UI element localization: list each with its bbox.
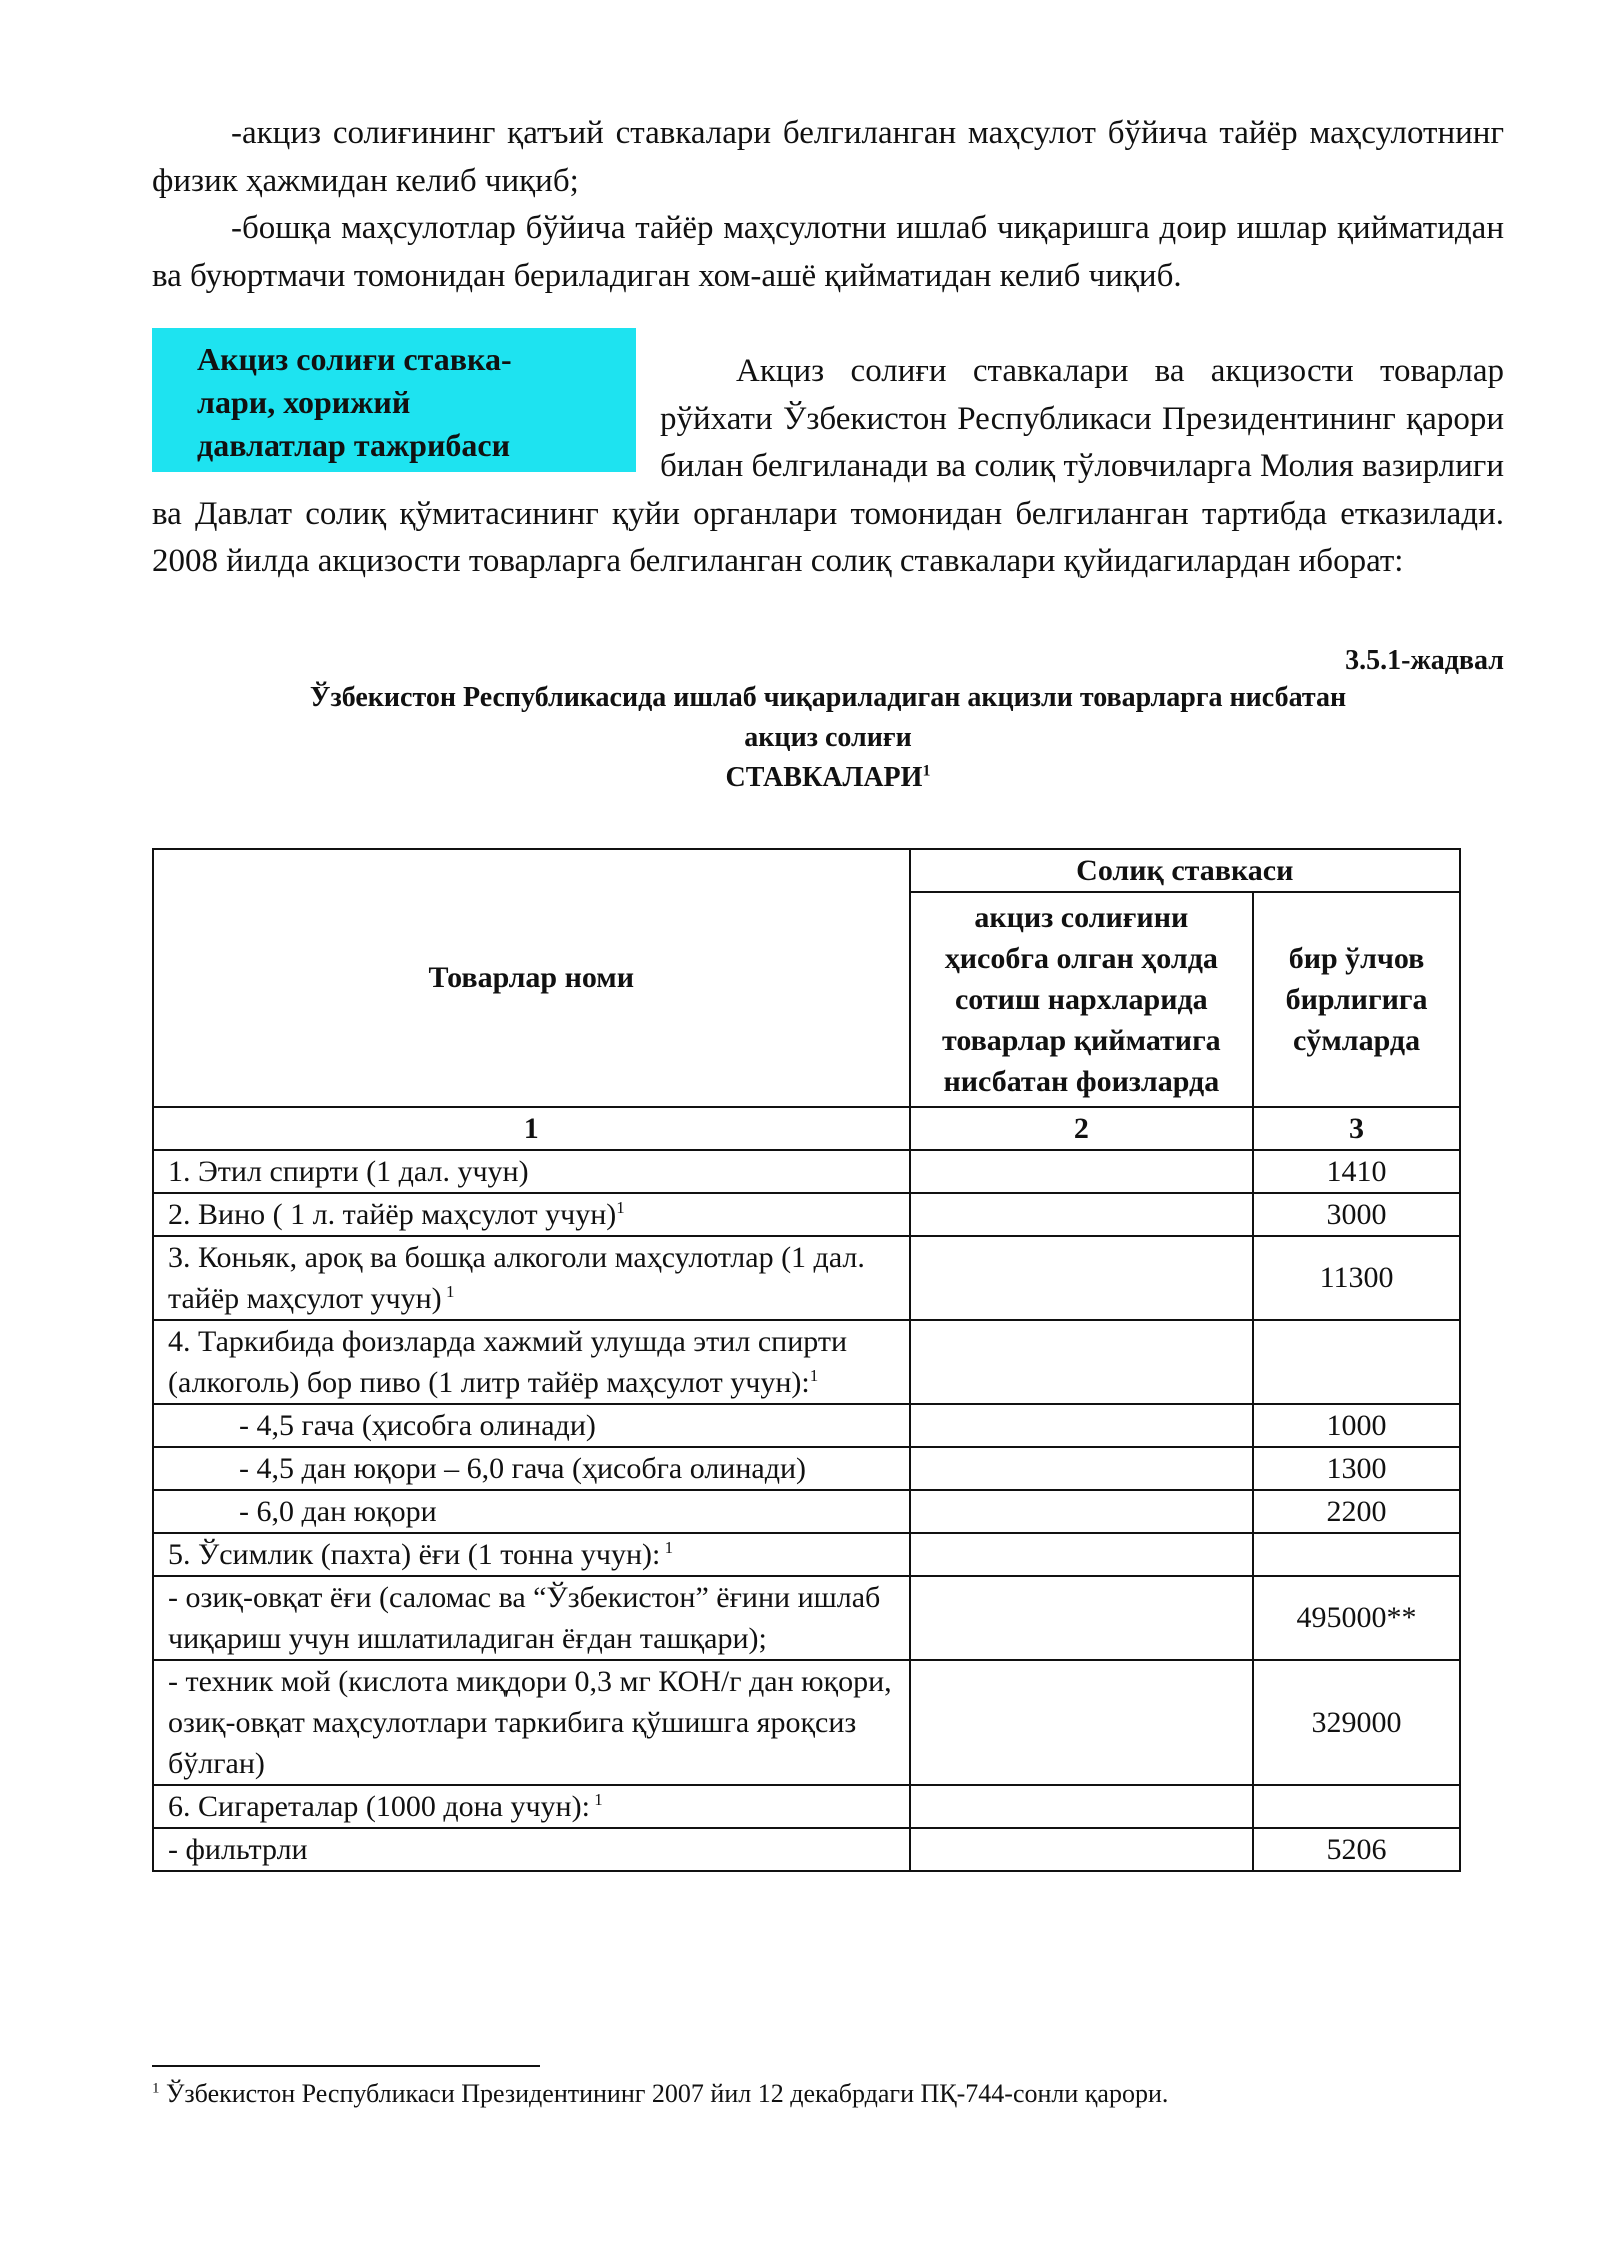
cell-unit-rate: 1300 <box>1253 1447 1460 1490</box>
cell-percent-rate <box>910 1828 1254 1871</box>
section-callout-box <box>152 328 636 472</box>
cell-product-name: 6. Сигареталар (1000 дона учун): $^1$ <box>153 1785 910 1828</box>
table-row <box>153 1576 1460 1660</box>
cell-unit-rate: 3000 <box>1253 1193 1460 1236</box>
cell-percent-rate <box>910 1150 1254 1193</box>
cell-percent-rate <box>910 1576 1254 1660</box>
table-row <box>153 1447 1460 1490</box>
cell-product-name: - озиқ-овқат ёғи (саломас ва “Ўзбекистон” ёғини ишлаб чиқариш учун ишлатиладиган ёғдан ташқари); <box>153 1576 910 1660</box>
table-title <box>202 678 1454 798</box>
cell-product-name: - 4,5 гача (ҳисобга олинади) <box>153 1404 910 1447</box>
cell-unit-rate: 1000 <box>1253 1404 1460 1447</box>
cell-percent-rate <box>910 1193 1254 1236</box>
excise-rates-table <box>152 848 1461 1872</box>
column-number-2: 2 <box>910 1107 1254 1150</box>
cell-percent-rate <box>910 1404 1254 1447</box>
table-row <box>153 1404 1460 1447</box>
footnote-ref: 1 <box>589 1789 603 1809</box>
column-header-rate: Солиқ ставкаси <box>910 849 1460 892</box>
cell-product-name: - 6,0 дан юқори <box>153 1490 910 1533</box>
table-row <box>153 1236 1460 1320</box>
footnote <box>152 2078 1168 2110</box>
footnote-ref: 1 <box>809 1365 819 1385</box>
cell-unit-rate: 329000 <box>1253 1660 1460 1785</box>
table-number: 3.5.1-жадвал <box>1345 644 1504 676</box>
cell-unit-rate: 5206 <box>1253 1828 1460 1871</box>
cell-percent-rate <box>910 1490 1254 1533</box>
cell-unit-rate <box>1253 1785 1460 1828</box>
callout-line-1: Акциз солиғи ставка- <box>197 341 512 377</box>
cell-unit-rate <box>1253 1533 1460 1576</box>
cell-unit-rate: 495000** <box>1253 1576 1460 1660</box>
callout-section <box>152 328 1504 586</box>
table-row <box>153 1785 1460 1828</box>
table-row <box>153 1490 1460 1533</box>
table-title-line-1: Ўзбекистон Республикасида ишлаб чиқариладиган акцизли товарларга нисбатан <box>309 681 1347 713</box>
column-number-3: 3 <box>1253 1107 1460 1150</box>
footnote-divider <box>152 2065 540 2067</box>
cell-percent-rate <box>910 1660 1254 1785</box>
cell-percent-rate <box>910 1320 1254 1404</box>
footnote-ref: 1 <box>616 1197 625 1217</box>
table-row <box>153 1193 1460 1236</box>
table-row <box>153 1533 1460 1576</box>
cell-product-name: 4. Таркибида фоизларда хажмий улушда этил спирти (алкоголь) бор пиво (1 литр тайёр маҳсулот учун):$^1$ <box>153 1320 910 1404</box>
column-header-percent: акциз солиғини ҳисобга олган ҳолда сотиш нархларида товарлар қийматига нисбатан фоизларда <box>910 892 1254 1107</box>
table-row <box>153 1150 1460 1193</box>
cell-product-name: 1. Этил спирти (1 дал. учун) <box>153 1150 910 1193</box>
cell-unit-rate <box>1253 1320 1460 1404</box>
cell-percent-rate <box>910 1447 1254 1490</box>
cell-percent-rate <box>910 1785 1254 1828</box>
document-page <box>152 110 1504 1872</box>
intro-paragraph-2: -бошқа маҳсулотлар бўйича тайёр маҳсулотни ишлаб чиқаришга доир ишлар қийматидан ва буюртмачи томонидан бериладиган хом-ашё қийматидан келиб чиқиб. <box>152 210 1504 294</box>
callout-line-3: давлатлар тажрибаси <box>197 427 511 463</box>
column-header-name: Товарлар номи <box>153 849 910 1107</box>
table-title-line-2: акциз солиғи <box>744 721 912 753</box>
footnote-ref: 1 <box>441 1281 455 1301</box>
table-body <box>153 1150 1460 1871</box>
excise-rates-text: Акциз солиғи ставкалари ва акцизости товарлар рўйхати Ўзбекистон Республикаси Президентининг қарори билан белгиланади ва солиқ тўловчиларга Молия вазирлиги ва Давлат солиқ қўмитасининг қуйи органлари томонидан белгиланган тартибда етказилади. 2008 йилда акцизости товарларга белгиланган солиқ ставкалари қуйидагилардан иборат: <box>152 353 1504 579</box>
intro-paragraph-1: -акциз солиғининг қатъий ставкалари белгиланган маҳсулот бўйича тайёр маҳсулотнинг физик ҳажмидан келиб чиқиб; <box>152 115 1504 199</box>
footnote-mark: 1 <box>152 2080 160 2097</box>
footnote-ref: 1 <box>660 1537 674 1557</box>
column-header-per-unit: бир ўлчов бирлигига сўмларда <box>1253 892 1460 1107</box>
cell-unit-rate: 1410 <box>1253 1150 1460 1193</box>
cell-product-name: 3. Коньяк, арoқ ва бошқа алкоголи маҳсулотлар (1 дал. тайёр маҳсулот учун) $^1$ <box>153 1236 910 1320</box>
table-title-line-3: СТАВКАЛАРИ$^1$ <box>725 761 931 793</box>
cell-product-name: - фильтрли <box>153 1828 910 1871</box>
footnote-ref: 1 <box>922 762 931 780</box>
cell-unit-rate: 2200 <box>1253 1490 1460 1533</box>
table-row <box>153 1320 1460 1404</box>
footnote-text: Ўзбекистон Республикаси Президентининг 2007 йил 12 декабрдаги ПҚ-744-сонли қарори. <box>159 2079 1169 2108</box>
cell-percent-rate <box>910 1236 1254 1320</box>
cell-product-name: - 4,5 дан юқори – 6,0 гача (ҳисобга олинади) <box>153 1447 910 1490</box>
callout-line-2: лари, хорижий <box>197 384 411 420</box>
cell-percent-rate <box>910 1533 1254 1576</box>
cell-unit-rate: 11300 <box>1253 1236 1460 1320</box>
cell-product-name: 2. Вино ( 1 л. тайёр маҳсулот учун)$^1$ <box>153 1193 910 1236</box>
table-row <box>153 1660 1460 1785</box>
cell-product-name: - техник мой (кислота миқдори 0,3 мг КОН/г дан юқори, озиқ-овқат маҳсулотлари таркибига қўшишга яроқсиз бўлган) <box>153 1660 910 1785</box>
column-number-1: 1 <box>153 1107 910 1150</box>
table-row <box>153 1828 1460 1871</box>
cell-product-name: 5. Ўсимлик (пахта) ёғи (1 тонна учун): $^1$ <box>153 1533 910 1576</box>
